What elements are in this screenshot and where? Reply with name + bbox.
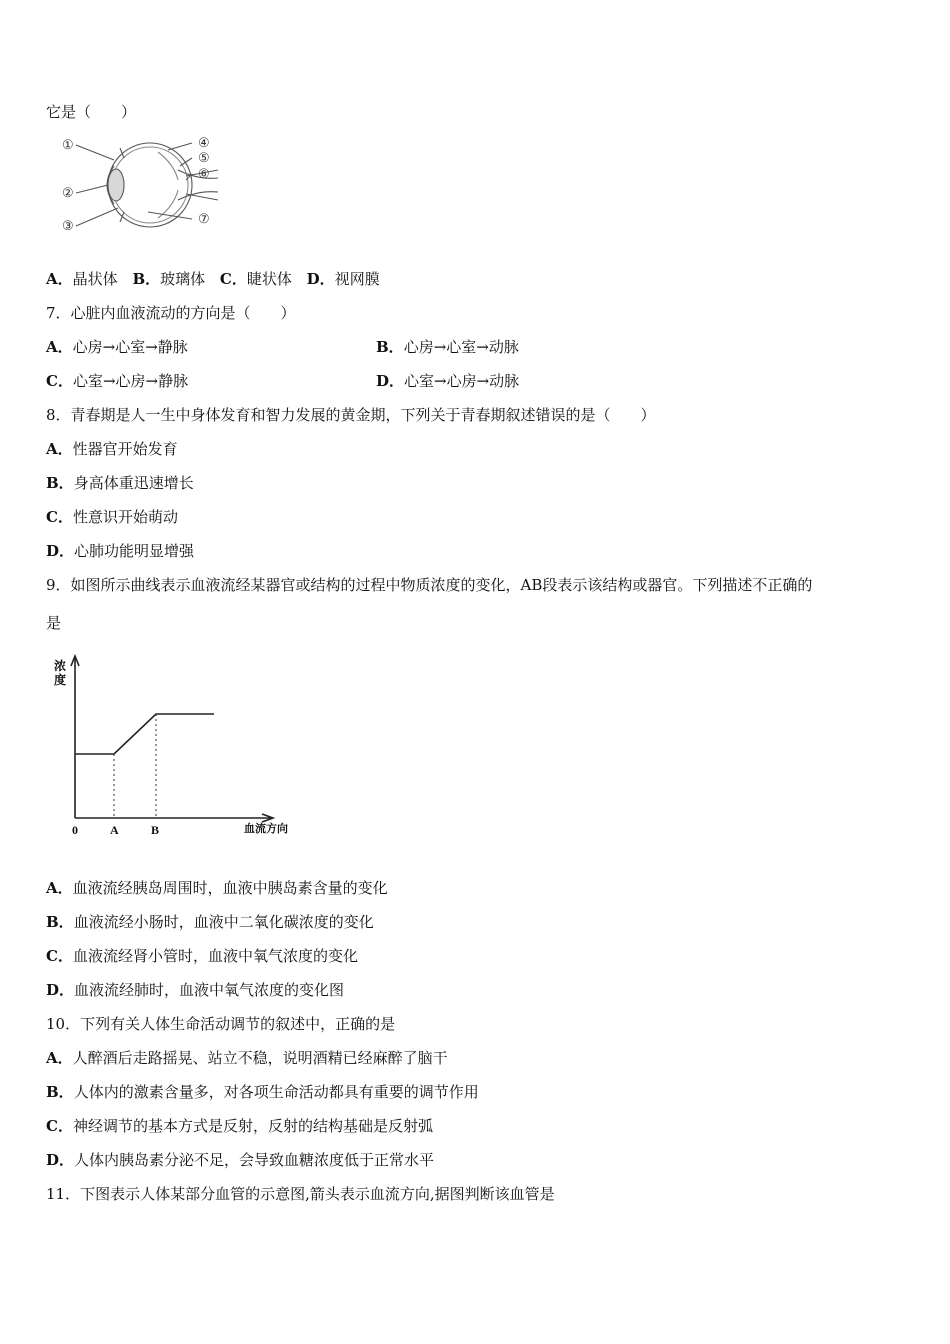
chart-ylabel-2: 度 xyxy=(54,673,67,687)
eye-label-7: ⑦ xyxy=(198,211,210,226)
eye-label-3: ③ xyxy=(62,218,74,233)
q6-stem-tail: 它是（ ） xyxy=(46,103,137,121)
q7-stem: 7．心脏内血液流动的方向是（ ） xyxy=(46,304,296,322)
concentration-curve xyxy=(75,714,214,754)
chart-origin-label: 0 xyxy=(72,823,78,837)
q11-stem: 11．下图表示人体某部分血管的示意图,箭头表示血流方向,据图判断该血管是 xyxy=(46,1185,555,1203)
chart-xlabel: 血流方向 xyxy=(244,823,288,835)
q7-option-b: B．心房→心室→动脉 xyxy=(376,338,519,356)
q7-option-a: A．心房→心室→静脉 xyxy=(46,338,188,356)
q7-option-c: C．心室→心房→静脉 xyxy=(46,372,189,390)
q10-option-b: B．人体内的激素含量多，对各项生命活动都具有重要的调节作用 xyxy=(46,1083,479,1101)
q10-option-c: C．神经调节的基本方式是反射，反射的结构基础是反射弧 xyxy=(46,1117,433,1135)
chart-mark-a: A xyxy=(110,823,119,837)
eye-label-1: ① xyxy=(62,137,74,152)
eye-label-4: ④ xyxy=(198,135,210,150)
eye-structure-figure xyxy=(58,130,228,240)
chart-ylabel-1: 浓 xyxy=(54,659,67,673)
eye-label-2: ② xyxy=(62,185,74,200)
q7-option-d: D．心室→心房→动脉 xyxy=(376,372,520,390)
q9-option-d: D．血液流经肺时，血液中氧气浓度的变化图 xyxy=(46,981,345,999)
q8-option-c: C．性意识开始萌动 xyxy=(46,508,178,526)
q8-option-b: B．身高体重迅速增长 xyxy=(46,474,194,492)
q8-option-a: A．性器官开始发育 xyxy=(46,440,178,458)
q10-option-d: D．人体内胰岛素分泌不足，会导致血糖浓度低于正常水平 xyxy=(46,1151,435,1169)
q9-stem-line1: 9．如图所示曲线表示血液流经某器官或结构的过程中物质浓度的变化，AB段表示该结构或器官。下列描述不正确的 xyxy=(46,576,813,594)
eye-label-5: ⑤ xyxy=(198,150,210,165)
q10-stem: 10．下列有关人体生命活动调节的叙述中，正确的是 xyxy=(46,1015,396,1033)
q8-stem: 8．青春期是人一生中身体发育和智力发展的黄金期，下列关于青春期叙述错误的是（ ） xyxy=(46,406,656,424)
concentration-chart xyxy=(50,648,310,843)
chart-mark-b: B xyxy=(151,823,160,837)
q9-option-c: C．血液流经肾小管时，血液中氧气浓度的变化 xyxy=(46,947,358,965)
q9-option-b: B．血液流经小肠时，血液中二氧化碳浓度的变化 xyxy=(46,913,374,931)
q9-option-a: A．血液流经胰岛周围时，血液中胰岛素含量的变化 xyxy=(46,879,388,897)
q8-option-d: D．心肺功能明显增强 xyxy=(46,542,195,560)
q10-option-a: A．人醉酒后走路摇晃、站立不稳，说明酒精已经麻醉了脑干 xyxy=(46,1049,448,1067)
eye-label-6: ⑥ xyxy=(198,166,210,181)
q6-options: A．晶状体 B．玻璃体 C．睫状体 D．视网膜 xyxy=(46,270,380,288)
q9-stem-line2: 是 xyxy=(46,614,62,632)
